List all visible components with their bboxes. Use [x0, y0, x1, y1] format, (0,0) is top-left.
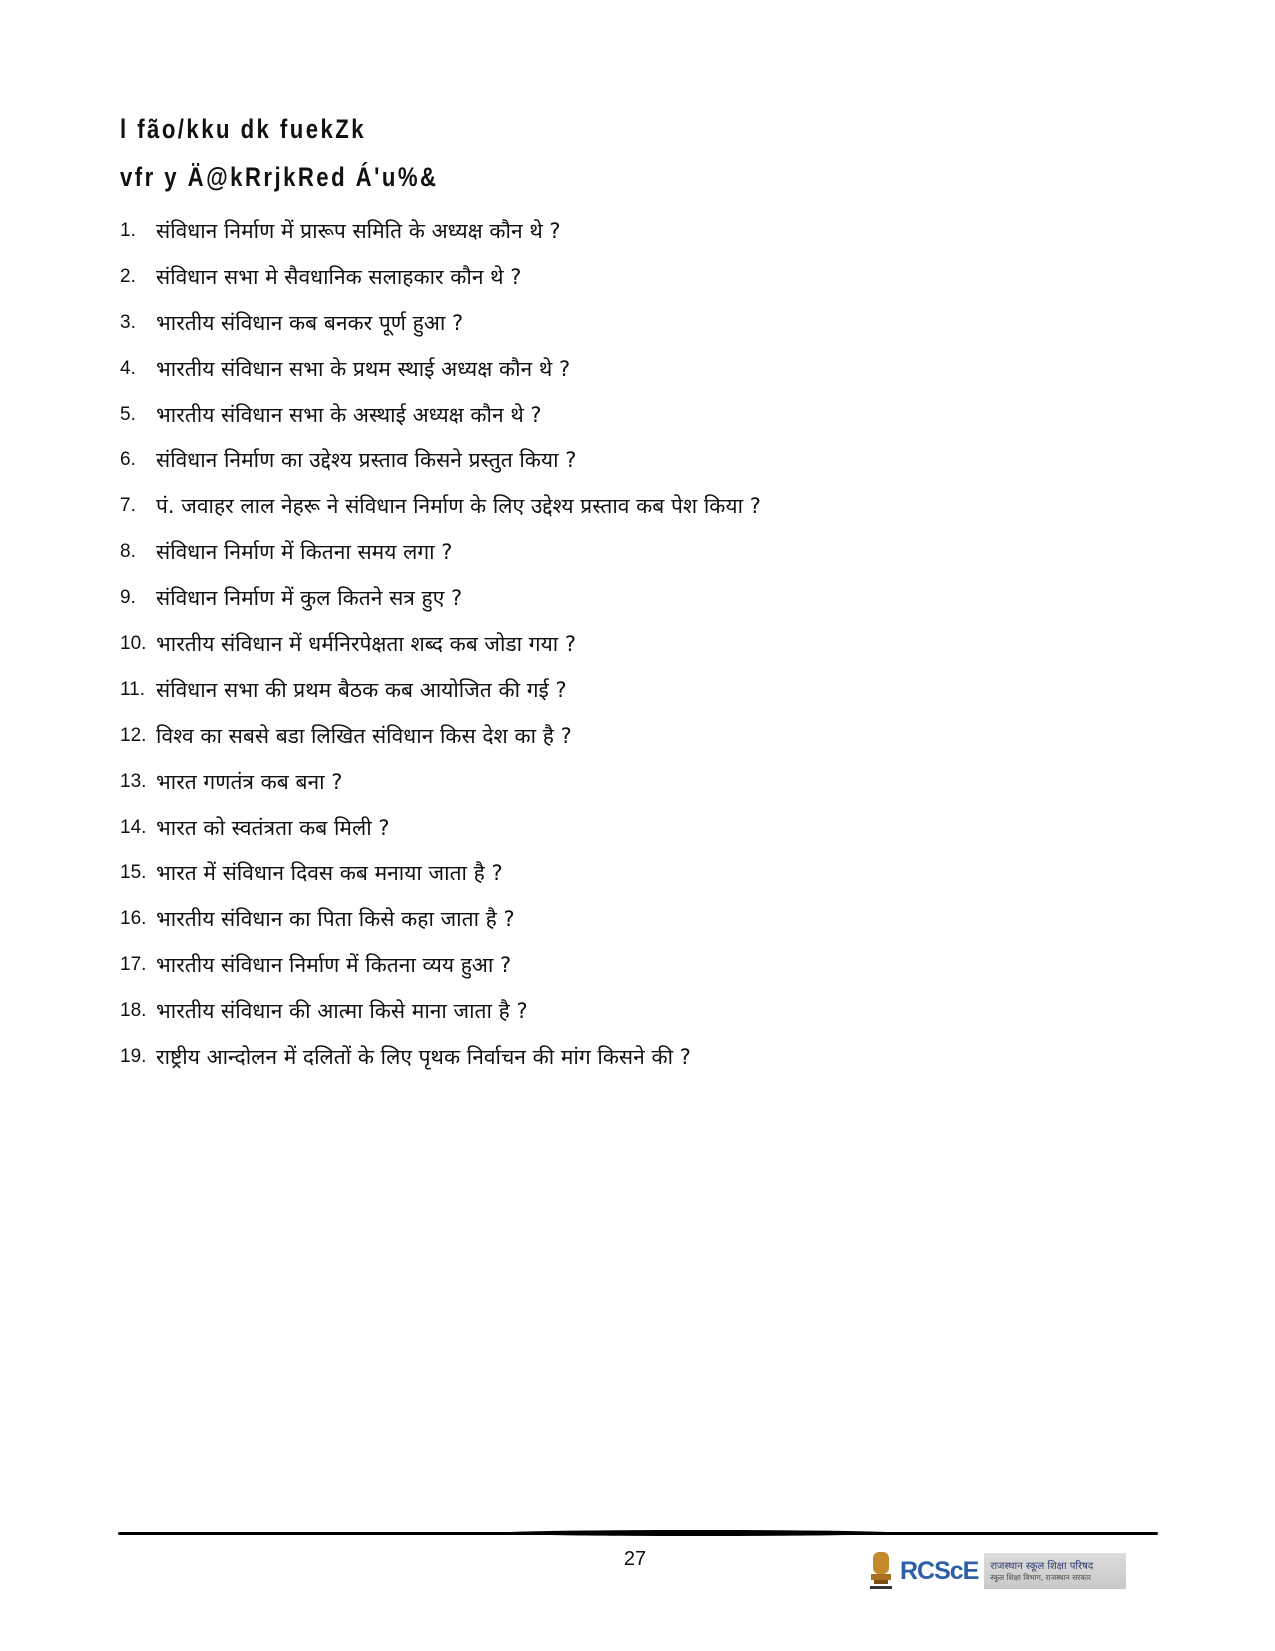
question-number: 3.	[120, 311, 136, 333]
question-text: भारतीय संविधान का पिता किसे कहा जाता है ?	[156, 907, 515, 932]
question-text: संविधान सभा मे सैवधानिक सलाहकार कौन थे ?	[156, 264, 522, 289]
question-item	[120, 805, 1140, 851]
question-text: भारत को स्वतंत्रता कब मिली ?	[156, 815, 390, 840]
question-number: 19.	[120, 1045, 147, 1067]
question-text: राष्ट्रीय आन्दोलन में दलितों के लिए पृथक निर्वाचन की मांग किसने की ?	[156, 1044, 691, 1069]
question-list	[120, 208, 1140, 1080]
question-text: संविधान निर्माण में कुल कितने सत्र हुए ?	[156, 586, 463, 611]
question-text: भारतीय संविधान सभा के अस्थाई अध्यक्ष कौन थे ?	[156, 402, 542, 427]
state-emblem-icon	[868, 1550, 894, 1592]
question-item	[120, 483, 1140, 529]
question-item	[120, 254, 1140, 300]
question-number: 18.	[120, 1000, 147, 1022]
question-number: 13.	[120, 770, 147, 792]
question-item	[120, 713, 1140, 759]
question-item	[120, 621, 1140, 667]
question-item	[120, 437, 1140, 483]
question-number: 7.	[120, 495, 136, 517]
question-text: विश्व का सबसे बडा लिखित संविधान किस देश का है ?	[156, 723, 572, 748]
question-number: 16.	[120, 908, 147, 930]
question-text: भारतीय संविधान में धर्मनिरपेक्षता शब्द कब जोडा गया ?	[156, 631, 577, 656]
question-text: संविधान सभा की प्रथम बैठक कब आयोजित की गई ?	[156, 677, 567, 702]
page-number: 27	[623, 1548, 647, 1570]
question-text: भारतीय संविधान निर्माण में कितना व्यय हुआ ?	[156, 953, 512, 978]
question-number: 12.	[120, 724, 147, 746]
question-item	[120, 346, 1140, 392]
question-text: संविधान निर्माण का उद्देश्य प्रस्ताव किसने प्रस्तुत किया ?	[156, 448, 577, 473]
question-item	[120, 850, 1140, 896]
question-number: 9.	[120, 587, 136, 609]
question-number: 4.	[120, 357, 136, 379]
section-heading: l fão/kku dk fuekZk	[120, 114, 367, 144]
question-text: भारत गणतंत्र कब बना ?	[156, 769, 343, 794]
question-item	[120, 529, 1140, 575]
question-item	[120, 208, 1140, 254]
question-text: भारतीय संविधान कब बनकर पूर्ण हुआ ?	[156, 310, 464, 335]
question-item	[120, 300, 1140, 346]
logo-band	[984, 1553, 1126, 1589]
logo-org-subtitle: स्कूल शिक्षा विभाग, राजस्थान सरकार	[990, 1572, 1092, 1582]
question-text: भारतीय संविधान सभा के प्रथम स्थाई अध्यक्ष कौन थे ?	[156, 356, 571, 381]
question-number: 14.	[120, 816, 147, 838]
question-text: भारत में संविधान दिवस कब मनाया जाता है ?	[156, 861, 503, 886]
question-number: 5.	[120, 403, 136, 425]
question-number: 2.	[120, 265, 136, 287]
question-number: 8.	[120, 541, 136, 563]
question-item	[120, 392, 1140, 438]
question-text: संविधान निर्माण में कितना समय लगा ?	[156, 540, 453, 565]
question-number: 10.	[120, 632, 147, 654]
question-number: 1.	[120, 219, 136, 241]
question-number: 15.	[120, 862, 147, 884]
question-number: 6.	[120, 449, 136, 471]
question-item	[120, 988, 1140, 1034]
question-item	[120, 575, 1140, 621]
subsection-heading: vfr y Ä@kRrjkRed Á'u%&	[120, 162, 439, 192]
question-item	[120, 759, 1140, 805]
question-text: भारतीय संविधान की आत्मा किसे माना जाता है ?	[156, 999, 528, 1024]
question-item	[120, 1034, 1140, 1080]
question-item	[120, 896, 1140, 942]
logo-wordmark: RCScE	[900, 1556, 979, 1585]
question-item	[120, 942, 1140, 988]
footer-divider	[118, 1532, 1158, 1535]
rcsce-logo	[868, 1548, 1138, 1594]
question-number: 17.	[120, 954, 147, 976]
question-item	[120, 667, 1140, 713]
question-number: 11.	[120, 678, 146, 700]
question-text: पं. जवाहर लाल नेहरू ने संविधान निर्माण के लिए उद्देश्य प्रस्ताव कब पेश किया ?	[156, 494, 761, 519]
logo-org-name: राजस्थान स्कूल शिक्षा परिषद	[990, 1560, 1094, 1572]
question-text: संविधान निर्माण में प्रारूप समिति के अध्यक्ष कौन थे ?	[156, 218, 561, 243]
